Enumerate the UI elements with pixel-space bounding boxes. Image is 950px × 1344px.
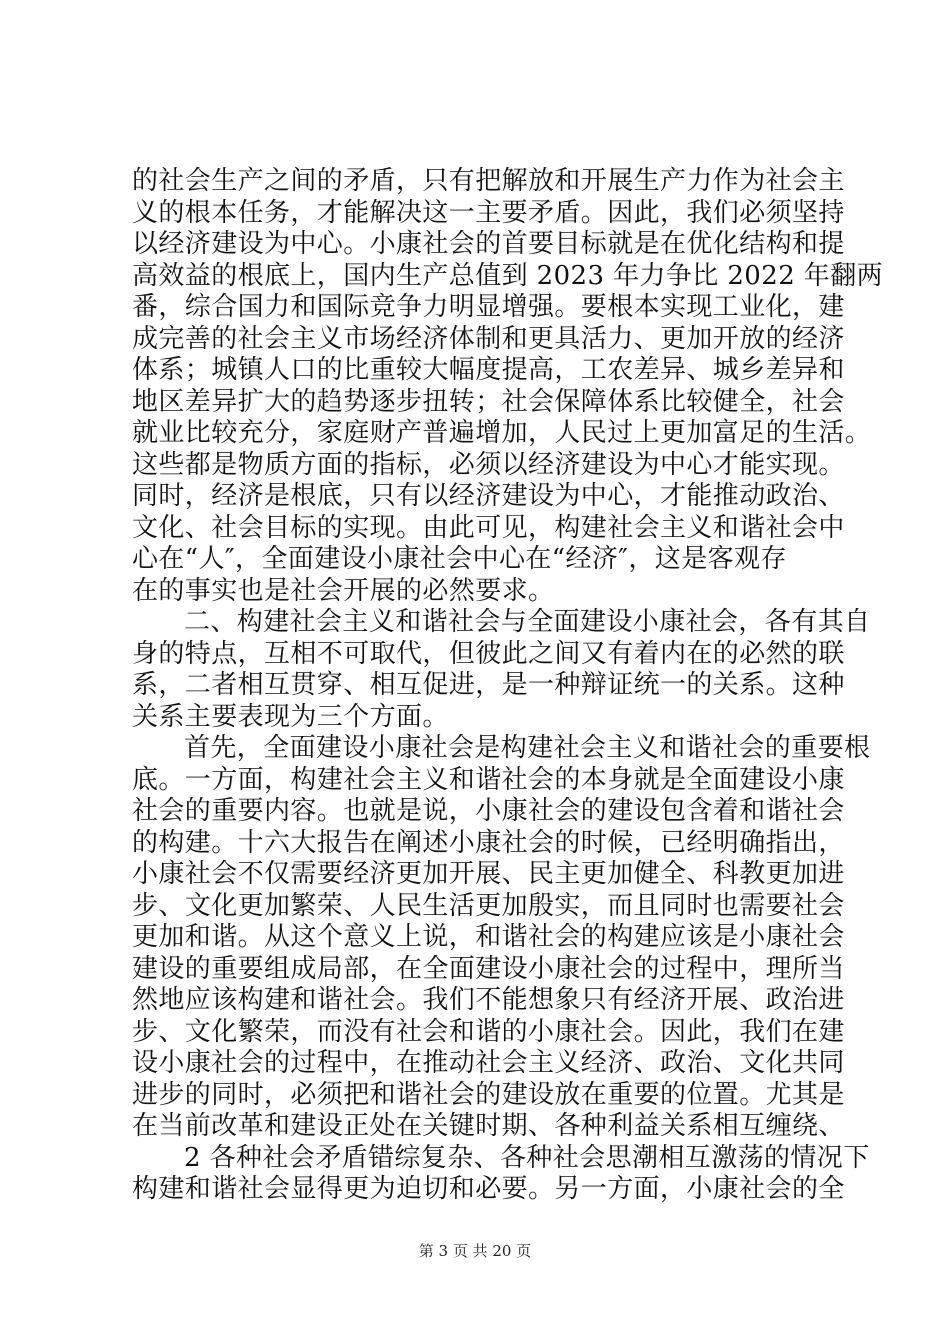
text-line: 在当前改革和建设正处在关键时期、各种利益关系相互缠绕、 — [132, 1111, 845, 1141]
text-line: 首先，全面建设小康社会是构建社会主义和谐社会的重要根 — [184, 733, 871, 763]
text-line: 的构建。十六大报告在阐述小康社会的时候，已经明确指出， — [132, 827, 845, 858]
text-line: 这些都是物质方面的指标，必须以经济建设为中心才能实现。 — [132, 449, 845, 480]
text-line: 进步的同时，必须把和谐社会的建设放在重要的位置。尤其是 — [132, 1079, 845, 1110]
text-line: 成完善的社会主义市场经济体制和更具活力、更加开放的经济 — [132, 323, 845, 354]
text-line: 心在“人″，全面建设小康社会中心在“经济″，这是客观存 — [132, 544, 787, 574]
text-line: 番，综合国力和国际竞争力明显增强。要根本实现工业化，建 — [132, 292, 845, 322]
text-line: 在的事实也是社会开展的必然要求。 — [132, 575, 555, 606]
text-line: 以经济建设为中心。小康社会的首要目标就是在优化结构和提 — [132, 229, 845, 259]
text-line: 就业比较充分，家庭财产普遍增加，人民过上更加富足的生活。 — [132, 418, 872, 448]
body-text — [132, 166, 883, 1206]
text-line: 2 各种社会矛盾错综复杂、各种社会思潮相互激荡的情况下 — [184, 1142, 870, 1173]
text-line: 系，二者相互贯穿、相互促进，是一种辩证统一的关系。这种 — [132, 670, 845, 700]
text-line: 二、构建社会主义和谐社会与全面建设小康社会，各有其自 — [184, 607, 871, 637]
text-line: 构建和谐社会显得更为迫切和必要。另一方面，小康社会的全 — [132, 1174, 845, 1204]
text-line: 建设的重要组成局部，在全面建设小康社会的过程中，理所当 — [132, 953, 845, 984]
text-line: 小康社会不仅需要经济更加开展、民主更加健全、科教更加进 — [132, 859, 845, 889]
text-line: 义的根本任务，才能解决这一主要矛盾。因此，我们必须坚持 — [132, 197, 845, 228]
page-footer: 第 3 页 共 20 页 — [418, 1242, 532, 1260]
text-line: 高效益的根底上，国内生产总值到 2023 年力争比 2022 年翻两 — [132, 260, 883, 291]
text-line: 步、文化更加繁荣、人民生活更加殷实，而且同时也需要社会 — [132, 890, 845, 921]
text-line: 的社会生产之间的矛盾，只有把解放和开展生产力作为社会主 — [132, 166, 845, 196]
text-line: 然地应该构建和谐社会。我们不能想象只有经济开展、政治进 — [132, 985, 845, 1015]
text-line: 底。一方面，构建社会主义和谐社会的本身就是全面建设小康 — [132, 764, 845, 795]
text-line: 文化、社会目标的实现。由此可见，构建社会主义和谐社会中 — [132, 512, 845, 543]
text-line: 更加和谐。从这个意义上说，和谐社会的构建应该是小康社会 — [132, 922, 845, 952]
text-line: 设小康社会的过程中，在推动社会主义经济、政治、文化共同 — [132, 1048, 845, 1078]
text-line: 身的特点，互相不可取代，但彼此之间又有着内在的必然的联 — [132, 638, 845, 669]
text-line: 关系主要表现为三个方面。 — [132, 701, 449, 732]
text-line: 体系；城镇人口的比重较大幅度提高，工农差异、城乡差异和 — [132, 355, 845, 385]
text-line: 同时，经济是根底，只有以经济建设为中心，才能推动政治、 — [132, 481, 845, 511]
text-line: 地区差异扩大的趋势逐步扭转；社会保障体系比较健全，社会 — [132, 386, 845, 417]
text-line: 步、文化繁荣，而没有社会和谐的小康社会。因此，我们在建 — [132, 1016, 845, 1047]
text-line: 社会的重要内容。也就是说，小康社会的建设包含着和谐社会 — [132, 796, 845, 826]
